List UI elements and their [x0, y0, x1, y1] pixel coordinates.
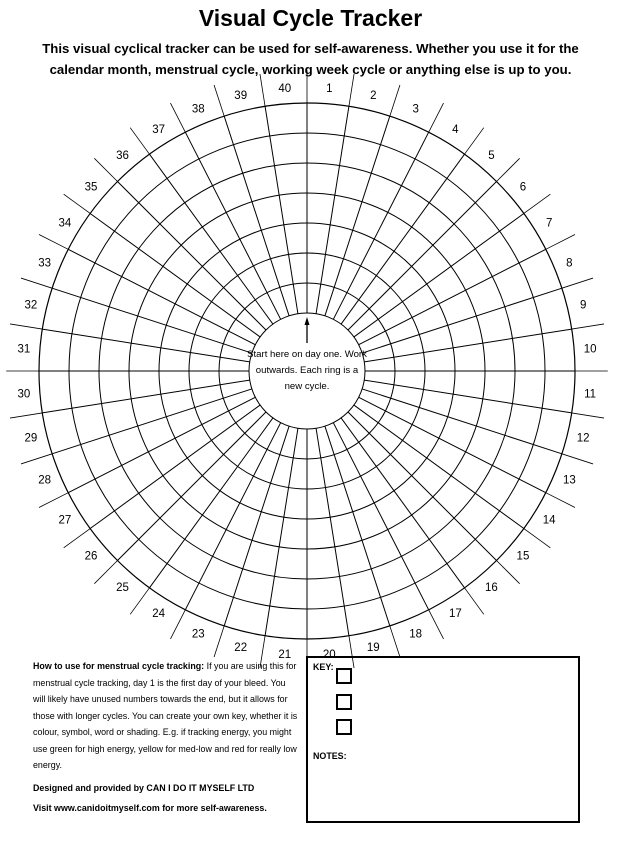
key-square-1[interactable]: [336, 668, 352, 684]
day-label-33: 33: [38, 257, 52, 270]
day-label-16: 16: [485, 581, 498, 594]
day-label-29: 29: [24, 432, 38, 445]
day-label-4: 4: [452, 123, 459, 136]
day-label-2: 2: [370, 89, 377, 102]
label-divider: [546, 234, 575, 249]
segment-divider: [316, 428, 349, 635]
segment-divider: [149, 154, 272, 324]
segment-divider: [42, 380, 249, 413]
segment-divider: [185, 423, 280, 610]
segment-divider: [265, 106, 298, 313]
label-divider: [130, 128, 149, 155]
how-to-use-text: [33, 658, 299, 774]
segment-divider: [354, 405, 524, 528]
label-divider: [94, 561, 117, 584]
segment-divider: [333, 132, 428, 319]
key-label: KEY:: [313, 662, 334, 672]
label-divider: [546, 493, 575, 508]
notes-label: NOTES:: [313, 751, 347, 761]
day-label-9: 9: [579, 299, 587, 312]
segment-divider: [348, 412, 496, 560]
segment-divider: [364, 380, 571, 413]
label-divider: [260, 74, 265, 106]
segment-divider: [359, 249, 546, 344]
label-divider: [562, 454, 593, 464]
label-divider: [21, 454, 52, 464]
day-label-32: 32: [24, 299, 38, 312]
key-square-3[interactable]: [336, 719, 352, 735]
segment-divider: [341, 418, 464, 588]
segment-divider: [359, 397, 546, 492]
label-divider: [497, 158, 520, 181]
label-divider: [130, 588, 149, 615]
day-label-26: 26: [84, 550, 98, 563]
label-divider: [10, 413, 42, 418]
label-divider: [64, 529, 91, 548]
day-label-1: 1: [326, 82, 333, 95]
day-label-24: 24: [152, 608, 166, 621]
day-label-22: 22: [234, 642, 248, 655]
day-label-21: 21: [278, 649, 292, 662]
day-label-15: 15: [516, 550, 530, 563]
label-divider: [10, 324, 42, 329]
segment-divider: [265, 428, 298, 635]
label-divider: [94, 158, 117, 181]
segment-divider: [224, 116, 289, 316]
segment-divider: [117, 412, 265, 560]
segment-divider: [224, 426, 289, 626]
segment-divider: [68, 397, 255, 492]
label-divider: [64, 194, 91, 213]
label-divider: [214, 626, 224, 657]
day-label-5: 5: [488, 150, 495, 163]
label-divider: [465, 588, 484, 615]
day-label-25: 25: [116, 581, 129, 594]
day-label-11: 11: [584, 388, 597, 401]
day-label-10: 10: [583, 343, 597, 356]
segment-divider: [90, 405, 260, 528]
segment-divider: [68, 249, 255, 344]
day-label-34: 34: [58, 217, 72, 230]
day-label-28: 28: [38, 474, 52, 487]
label-divider: [39, 234, 68, 249]
segment-divider: [90, 213, 260, 336]
day-label-14: 14: [542, 514, 556, 527]
label-divider: [21, 278, 52, 288]
key-notes-box[interactable]: [306, 656, 580, 823]
arrow-up-icon: [305, 317, 310, 343]
day-label-38: 38: [191, 103, 205, 116]
day-label-40: 40: [278, 82, 292, 95]
day-label-18: 18: [409, 628, 423, 641]
how-to-heading: How to use for menstrual cycle tracking:: [33, 661, 205, 671]
label-divider: [214, 85, 224, 116]
label-divider: [524, 194, 551, 213]
segment-divider: [149, 418, 272, 588]
day-label-30: 30: [17, 388, 31, 401]
intro-text: This visual cyclical tracker can be used for self-awareness. Whether you use it for the calendar month, menstrual cycle, working week cycle or anything else is up to you.: [42, 41, 579, 77]
day-label-8: 8: [566, 257, 573, 270]
day-label-36: 36: [116, 150, 129, 163]
day-label-19: 19: [366, 642, 380, 655]
how-to-body: If you are using this for menstrual cycle tracking, day 1 is the first day of your bleed. You will likely have unused numbers towards the end, but it allows for those with longer cycles. You can create your own key, whether it is colour, symbol, word or shading. E.g. if tracking energy, you might use green for high energy, yellow for med-low and red for really low energy.: [33, 661, 298, 770]
day-label-3: 3: [412, 103, 419, 116]
day-label-6: 6: [519, 181, 527, 194]
day-label-27: 27: [58, 514, 72, 527]
center-instructions: Start here on day one. Work outwards. Each ring is a new cycle.: [247, 349, 367, 392]
day-label-17: 17: [448, 608, 462, 621]
day-label-39: 39: [234, 89, 248, 102]
label-divider: [349, 74, 354, 106]
segment-divider: [341, 154, 464, 324]
label-divider: [497, 561, 520, 584]
website-text: Visit www.canidoitmyself.com for more self-awareness.: [33, 803, 267, 813]
segment-divider: [325, 426, 390, 626]
label-divider: [429, 103, 444, 132]
segment-divider: [185, 132, 280, 319]
label-divider: [465, 128, 484, 155]
segment-divider: [333, 423, 428, 610]
segment-divider: [42, 329, 249, 362]
page-title: Visual Cycle Tracker: [198, 5, 423, 31]
label-divider: [524, 529, 551, 548]
segment-divider: [117, 181, 265, 329]
day-label-20: 20: [322, 649, 336, 662]
segment-divider: [364, 329, 571, 362]
day-label-37: 37: [152, 123, 166, 136]
label-divider: [170, 610, 185, 639]
day-label-31: 31: [17, 343, 31, 356]
day-label-35: 35: [84, 181, 98, 194]
segment-divider: [354, 213, 524, 336]
day-label-13: 13: [562, 474, 576, 487]
segment-divider: [362, 288, 562, 353]
label-divider: [170, 103, 185, 132]
label-divider: [390, 626, 400, 657]
day-label-12: 12: [576, 432, 590, 445]
day-label-23: 23: [191, 628, 205, 641]
segment-divider: [325, 116, 390, 316]
label-divider: [390, 85, 400, 116]
segment-divider: [52, 288, 252, 353]
segment-divider: [362, 389, 562, 454]
key-square-2[interactable]: [336, 694, 352, 710]
segment-divider: [52, 389, 252, 454]
label-divider: [429, 610, 444, 639]
segment-divider: [348, 181, 496, 329]
label-divider: [562, 278, 593, 288]
day-label-7: 7: [545, 217, 553, 230]
label-divider: [572, 413, 604, 418]
label-divider: [572, 324, 604, 329]
label-divider: [39, 493, 68, 508]
segment-divider: [316, 106, 349, 313]
credit-text: Designed and provided by CAN I DO IT MYSELF LTD: [33, 783, 255, 793]
